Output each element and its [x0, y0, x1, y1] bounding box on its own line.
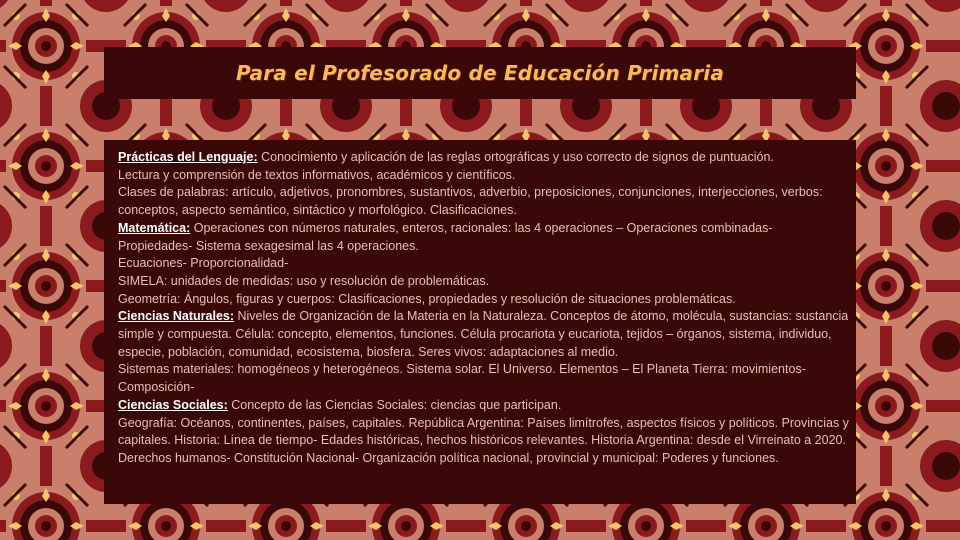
- subject-heading: Matemática:: [118, 220, 191, 235]
- syllabus-paragraph: [118, 167, 850, 185]
- title-box: [104, 47, 856, 99]
- slide-title: Para el Profesorado de Educación Primaria: [235, 61, 725, 85]
- paragraph-text: Concepto de las Ciencias Sociales: ciencias que participan.: [227, 397, 562, 412]
- syllabus-paragraph: [118, 273, 850, 291]
- paragraph-text: Clases de palabras: artículo, adjetivos, pronombres, sustantivos, adverbio, preposiciones, conjunciones, interjecciones, verbos: conceptos, aspecto semántico, sintáctico y morfológico. Clasificaciones.: [118, 185, 823, 218]
- syllabus-paragraph: [118, 220, 850, 255]
- syllabus-paragraph: [118, 308, 850, 361]
- paragraph-text: SIMELA: unidades de medidas: uso y resolución de problemáticas.: [118, 273, 490, 288]
- syllabus-paragraph: [118, 397, 850, 415]
- syllabus-paragraph: [118, 415, 850, 468]
- paragraph-text: Sistemas materiales: homogéneos y heterogéneos. Sistema solar. El Universo. Elementos – El Planeta Tierra: movimientos- Composición-: [118, 362, 806, 395]
- syllabus-paragraph: [118, 361, 850, 396]
- syllabus-paragraph: [118, 149, 850, 167]
- content-box: [104, 140, 856, 504]
- paragraph-text: Lectura y comprensión de textos informativos, académicos y científicos.: [118, 167, 516, 182]
- syllabus-paragraph: [118, 184, 850, 219]
- syllabus-paragraph: [118, 255, 850, 273]
- paragraph-text: Geografía: Océanos, continentes, países, capitales. República Argentina: Países limítrofes, aspectos físicos y políticos. Provincias y capitales. Historia: Línea de tiempo- Edades históricas, hechos históricos relevantes. Historia Argentina: desde el Virreinato a 2020. Derechos humanos- Constitución Nacional- Organización política nacional, provincial y municipal: Poderes y funciones.: [118, 415, 849, 465]
- subject-heading: Ciencias Naturales:: [118, 309, 235, 324]
- subject-heading: Ciencias Sociales:: [118, 397, 228, 412]
- paragraph-text: Geometría: Ángulos, figuras y cuerpos: Clasificaciones, propiedades y resolución de situaciones problemáticas.: [118, 291, 736, 306]
- paragraph-text: Niveles de Organización de la Materia en la Naturaleza. Conceptos de átomo, molécula, sustancias: sustancia simple y compuesta. Célula: concepto, elementos, funciones. Célula procariota y eucariota, tejidos – órganos, sistema, individuo, especie, población, comunidad, ecosistema, biosfera. Seres vivos: adaptaciones al medio.: [118, 309, 849, 359]
- syllabus-paragraph: [118, 291, 850, 309]
- syllabus-content: [118, 149, 850, 468]
- subject-heading: Prácticas del Lenguaje:: [118, 150, 258, 164]
- paragraph-text: Conocimiento y aplicación de las reglas ortográficas y uso correcto de signos de puntuación.: [257, 150, 774, 164]
- paragraph-text: Operaciones con números naturales, enteros, racionales: las 4 operaciones – Operaciones combinadas- Propiedades- Sistema sexagesimal las 4 operaciones.: [118, 220, 773, 253]
- paragraph-text: Ecuaciones- Proporcionalidad-: [118, 256, 289, 271]
